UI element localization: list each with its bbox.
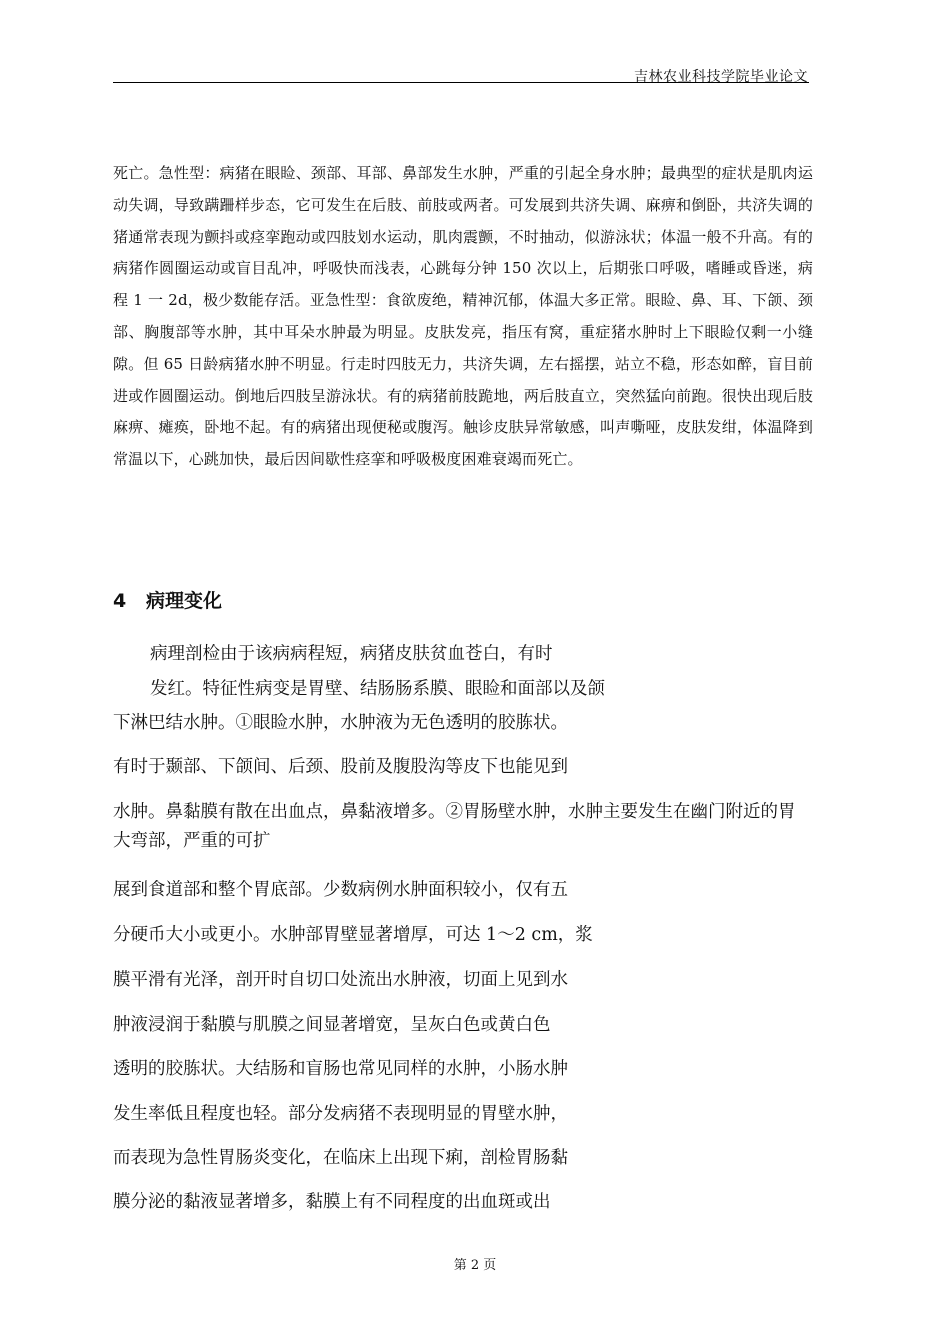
- section-number: 4: [113, 590, 127, 612]
- text-line: 膜分泌的黏液显著增多，黏膜上有不同程度的出血斑或出: [113, 1192, 551, 1212]
- section-heading: [113, 586, 222, 613]
- section-title: 病理变化: [146, 590, 223, 612]
- page-header-title: 吉林农业科技学院毕业论文: [634, 69, 808, 85]
- text-line: 膜平滑有光泽，剖开时自切口处流出水肿液，切面上见到水: [113, 970, 568, 990]
- text-line: 分硬币大小或更小。水肿部胃壁显著增厚，可达 1～2 cm，浆: [113, 925, 593, 945]
- text-line: 而表现为急性胃肠炎变化，在临床上出现下痢，剖检胃肠黏: [113, 1148, 568, 1168]
- text-line: 展到食道部和整个胃底部。少数病例水肿面积较小，仅有五: [113, 880, 568, 900]
- text-line: 病理剖检由于该病病程短，病猪皮肤贫血苍白，有时: [150, 644, 553, 664]
- text-line: 水肿。鼻黏膜有散在出血点，鼻黏液增多。②胃肠壁水肿，水肿主要发生在幽门附近的胃大弯部，严重的可扩: [113, 802, 796, 851]
- text-line: 发生率低且程度也轻。部分发病猪不表现明显的胃壁水肿，: [113, 1104, 568, 1124]
- body-paragraph: 死亡。急性型：病猪在眼睑、颈部、耳部、鼻部发生水肿，严重的引起全身水肿；最典型的症状是肌肉运动失调，导致蹒跚样步态，它可发生在后肢、前肢或两者。可发展到共济失调、麻痹和倒卧，共济失调的猪通常表现为颤抖或痉挛跑动或四肢划水运动，肌肉震颤，不时抽动，似游泳状；体温一般不升高。有的病猪作圆圈运动或盲目乱冲，呼吸快而浅表，心跳每分钟 150 次以上，后期张口呼吸，嗜睡或昏迷，病程 1 一 2d，极少数能存活。亚急性型：食欲废绝，精神沉郁，体温大多正常。眼睑、鼻、耳、下颌、颈部、胸腹部等水肿，其中耳朵水肿最为明显。皮肤发亮，指压有窝，重症猪水肿时上下眼睑仅剩一小缝隙。但 65 日龄病猪水肿不明显。行走时四肢无力，共济失调，左右摇摆，站立不稳，形态如醉，盲目前进或作圆圈运动。倒地后四肢呈游泳状。有的病猪前肢跪地，两后肢直立，突然猛向前跑。很快出现后肢麻痹、瘫痪，卧地不起。有的病猪出现便秘或腹泻。触诊皮肤异常敏感，叫声嘶哑，皮肤发绀，体温降到常温以下，心跳加快，最后因间歇性痉挛和呼吸极度困难衰竭而死亡。: [113, 164, 813, 469]
- text-line: 透明的胶胨状。大结肠和盲肠也常见同样的水肿，小肠水肿: [113, 1059, 568, 1079]
- text-line: 下淋巴结水肿。①眼睑水肿，水肿液为无色透明的胶胨状。: [113, 713, 568, 733]
- page-number: 第 2 页: [453, 1258, 497, 1273]
- text-line: 肿液浸润于黏膜与肌膜之间显著增宽，呈灰白色或黄白色: [113, 1015, 551, 1035]
- text-line: 有时于颞部、下颌间、后颈、股前及腹股沟等皮下也能见到: [113, 757, 568, 777]
- text-line: 发红。特征性病变是胃壁、结肠肠系膜、眼睑和面部以及颌: [150, 679, 605, 699]
- header-rule: [113, 82, 809, 83]
